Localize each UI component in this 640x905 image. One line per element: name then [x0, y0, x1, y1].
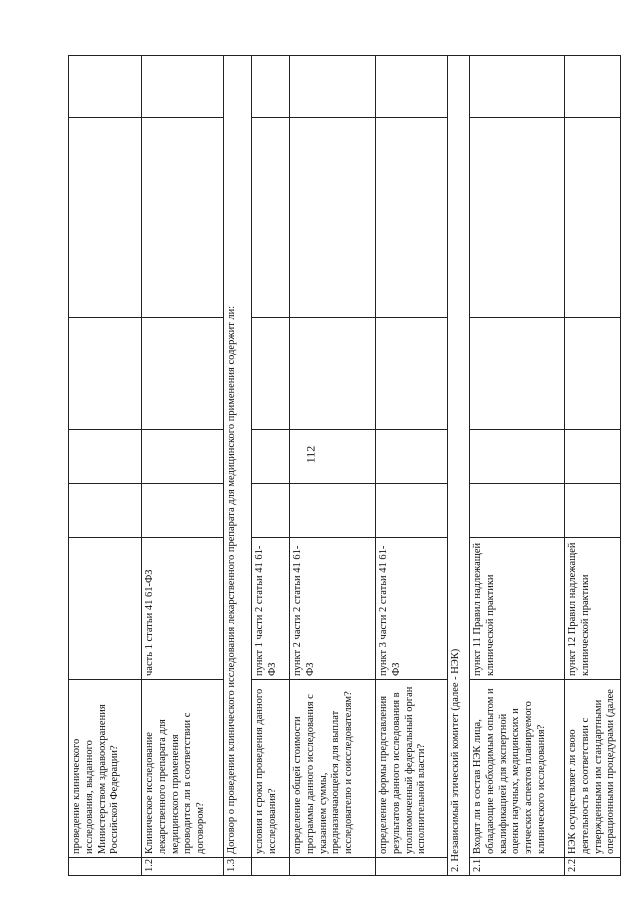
row-number: 1.3	[224, 858, 252, 876]
empty-cell	[470, 56, 565, 118]
empty-cell	[376, 430, 448, 484]
empty-cell	[69, 430, 142, 484]
page-number: 112	[303, 445, 318, 464]
table-row	[376, 56, 448, 876]
table-row	[565, 56, 621, 876]
question-cell: Клиническое исследование лекарственного препарата для медицинского применения проводится ли в соответствии с договором?	[142, 680, 224, 858]
empty-cell	[470, 118, 565, 318]
question-cell: определение формы представления результатов данного исследования в уполномоченный федеральный орган исполнительной власти?	[376, 680, 448, 858]
section-heading: Договор о проведении клинического исследования лекарственного препарата для медицинского применения содержит ли:	[224, 56, 252, 858]
empty-cell	[376, 318, 448, 430]
table-row	[470, 56, 565, 876]
row-number: 1.2	[142, 858, 224, 876]
empty-cell	[252, 430, 290, 484]
empty-cell	[252, 484, 290, 538]
reference-cell: пункт 12 Правил надлежащей клинической практики	[565, 538, 621, 680]
empty-cell	[252, 318, 290, 430]
row-number: 2.1	[470, 858, 565, 876]
empty-cell	[290, 56, 376, 118]
reference-cell: пункт 3 части 2 статьи 41 61-ФЗ	[376, 538, 448, 680]
empty-cell	[565, 118, 621, 318]
reference-cell: пункт 1 части 2 статьи 41 61-ФЗ	[252, 538, 290, 680]
question-cell: условия и сроки проведения данного исследования?	[252, 680, 290, 858]
empty-cell	[69, 118, 142, 318]
checklist-table	[68, 55, 621, 876]
empty-cell	[376, 484, 448, 538]
question-cell: проведение клинического исследования, выданного Министерством здравоохранения Российской Федерации?	[69, 680, 142, 858]
empty-cell	[69, 56, 142, 118]
empty-cell	[252, 118, 290, 318]
empty-cell	[142, 56, 224, 118]
question-cell: НЭК осуществляет ли свою деятельность в соответствии с утвержденными им стандартными операционными процедурами (далее	[565, 680, 621, 858]
section-row	[224, 56, 252, 876]
empty-cell	[142, 118, 224, 318]
empty-cell	[142, 430, 224, 484]
empty-cell	[290, 484, 376, 538]
empty-cell	[142, 484, 224, 538]
reference-cell: часть 1 статьи 41 61-ФЗ	[142, 538, 224, 680]
empty-cell	[376, 118, 448, 318]
table-row	[69, 56, 142, 876]
empty-cell	[565, 56, 621, 118]
row-number	[252, 858, 290, 876]
empty-cell	[142, 318, 224, 430]
empty-cell	[290, 318, 376, 430]
table-row	[290, 56, 376, 876]
table-row	[142, 56, 224, 876]
table-row	[252, 56, 290, 876]
empty-cell	[470, 318, 565, 430]
row-number	[376, 858, 448, 876]
question-cell: Входят ли в состав НЭК лица, обладающие необходимым опытом и квалификацией для экспертной оценки научных, медицинских и этических аспектов планируемого клинического исследования?	[470, 680, 565, 858]
empty-cell	[290, 118, 376, 318]
section-row	[448, 56, 470, 876]
empty-cell	[470, 484, 565, 538]
rotated-table-container	[68, 56, 617, 876]
empty-cell	[565, 318, 621, 430]
reference-cell: пункт 11 Правил надлежащей клинической практики	[470, 538, 565, 680]
empty-cell	[565, 484, 621, 538]
empty-cell	[252, 56, 290, 118]
question-cell: определение общей стоимости программы данного исследования с указанием суммы, предназначающейся для выплат исследователю и соисследователям?	[290, 680, 376, 858]
row-number	[290, 858, 376, 876]
row-number	[69, 858, 142, 876]
reference-cell	[69, 538, 142, 680]
row-number: 2.2	[565, 858, 621, 876]
empty-cell	[69, 484, 142, 538]
empty-cell	[376, 56, 448, 118]
empty-cell	[290, 430, 376, 484]
empty-cell	[565, 430, 621, 484]
empty-cell	[69, 318, 142, 430]
reference-cell: пункт 2 части 2 статьи 41 61-ФЗ	[290, 538, 376, 680]
section-heading: 2. Независимый этический комитет (далее - НЭК)	[448, 56, 470, 876]
empty-cell	[470, 430, 565, 484]
